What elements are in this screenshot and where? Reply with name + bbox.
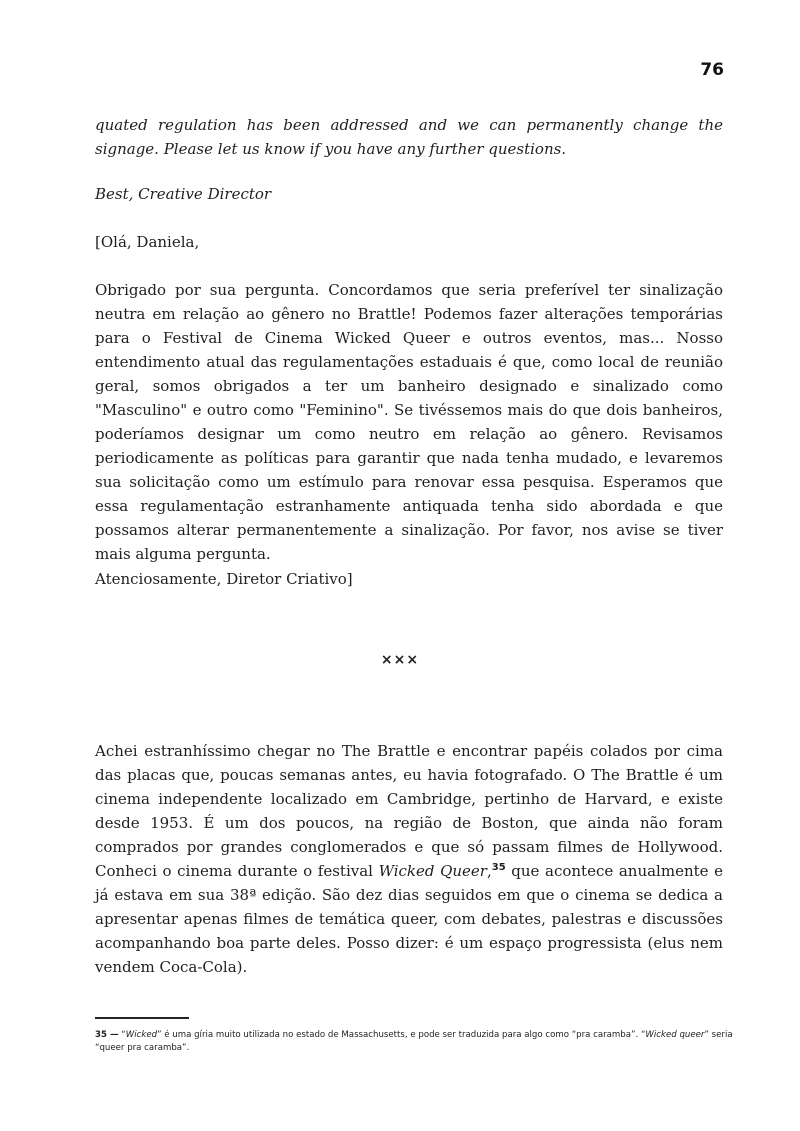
footnote-divider	[95, 1017, 189, 1019]
narrative-part-2: ,	[486, 862, 492, 880]
footnote-35	[95, 1029, 735, 1055]
footnote-number: 35 —	[95, 1030, 119, 1040]
footnote-term-wicked-queer: Wicked queer	[645, 1030, 705, 1040]
narrative-part-1: Achei estranhíssimo chegar no The Brattle e encontrar papéis colados por cima das placas que, poucas semanas antes, eu havia fotografado. O The Brattle é um cinema independente localizado em Cambridge, pertinho de Harvard, e existe desde 1953. É um dos poucos, na região de Boston, que ainda não foram comprados por grandes conglomerados e que só passam filmes de Hollywood. Conheci o cinema durante o festival	[95, 742, 723, 880]
footnote-reference[interactable]: 35	[491, 862, 506, 873]
page-number: 76	[700, 60, 724, 80]
section-separator: ×××	[380, 652, 420, 668]
letter-pt-signoff: Atenciosamente, Diretor Criativo]	[95, 570, 353, 588]
letter-pt-body: Obrigado por sua pergunta. Concordamos que seria preferível ter sinalização neutra em relação ao gênero no Brattle! Podemos fazer alterações temporárias para o Festival de Cinema Wicked Queer e outros eventos, mas... Nosso entendimento atual das regulamentações estaduais é que, como local de reunião geral, somos obrigados a ter um banheiro designado e sinalizado como "Masculino" e outro como "Feminino". Se tivéssemos mais do que dois banheiros, poderíamos designar um como neutro em relação ao gênero. Revisamos periodicamente as políticas para garantir que nada tenha mudado, e levaremos sua solicitação como um estímulo para renovar essa pesquisa. Esperamos que essa regulamentação estranhamente antiquada tenha sido abordada e que possamos alterar permanentemente a sinalização. Por favor, nos avise se tiver mais alguma pergunta.	[95, 281, 723, 563]
footnote-term-wicked: Wicked	[125, 1030, 158, 1040]
festival-name: Wicked Queer	[378, 862, 487, 880]
letter-pt-greeting: [Olá, Daniela,	[95, 233, 200, 251]
footnote-quote-open: “	[118, 1030, 126, 1040]
footnote-text-2: ” seria “queer pra caramba”.	[95, 1030, 733, 1053]
narrative-part-3: que acontece anualmente e já estava em sua 38ª edição. São dez dias seguidos em que o cinema se dedica a apresentar apenas filmes de temática queer, com debates, palestras e discussões acompanhando boa parte deles. Posso dizer: é um espaço progressista (elus nem vendem Coca-Cola).	[95, 862, 723, 976]
letter-en-signoff: Best, Creative Director	[95, 185, 272, 203]
narrative-paragraph	[95, 739, 723, 979]
footnote-text-1: ” é uma gíria muito utilizada no estado de Massachusetts, e pode ser traduzida para algo como “pra caramba”. “	[157, 1030, 646, 1040]
letter-en-continuation: quated regulation has been addressed and we can permanently change the signage. Please let us know if you have any further questions.	[95, 116, 723, 158]
